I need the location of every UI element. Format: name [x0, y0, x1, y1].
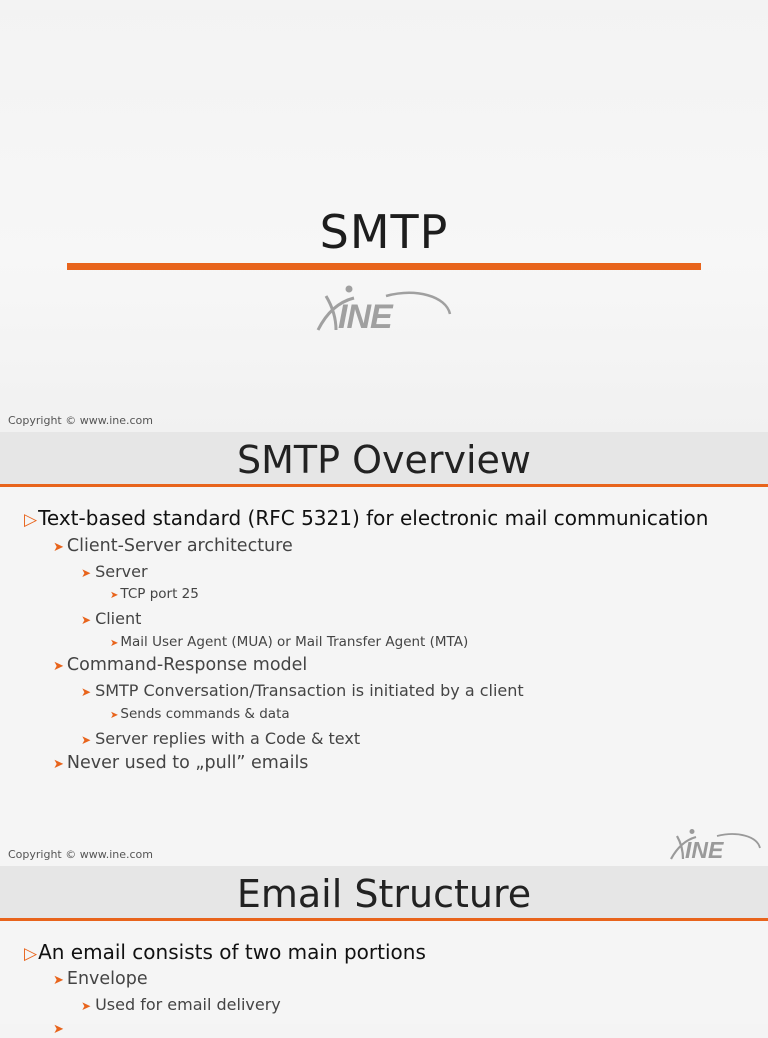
slide-header: SMTP Overview — [0, 432, 768, 484]
title-slide — [0, 0, 768, 432]
triangle-bullet-icon: ➤ — [110, 638, 119, 649]
bullet-level3: ➤ Server replies with a Code & text — [81, 729, 361, 748]
email-structure-slide — [0, 866, 768, 1037]
bullet-level2-partial — [53, 1018, 67, 1038]
triangle-bullet-icon: ➤ — [53, 757, 64, 772]
hollow-triangle-bullet-icon: ▷ — [24, 944, 38, 964]
bullet-level4: ➤ Sends commands & data — [110, 706, 290, 722]
triangle-bullet-icon: ➤ — [53, 540, 64, 555]
overview-slide — [0, 432, 768, 866]
triangle-bullet-icon: ➤ — [110, 710, 119, 721]
triangle-bullet-icon: ➤ — [53, 659, 64, 674]
ine-logo — [670, 828, 762, 862]
bullet-level3: ➤ Used for email delivery — [81, 995, 281, 1014]
triangle-bullet-icon: ➤ — [81, 566, 92, 580]
copyright-text: Copyright © www.ine.com — [8, 848, 154, 861]
bullet-level3: ➤ Server — [81, 562, 148, 581]
ine-logo — [316, 284, 452, 334]
triangle-bullet-icon: ➤ — [53, 973, 64, 988]
bullet-level3: ➤ SMTP Conversation/Transaction is initiated by a client — [81, 681, 524, 700]
svg-text:INE: INE — [338, 298, 392, 336]
header-rule — [0, 918, 768, 921]
bullet-level3: ➤ Client — [81, 609, 142, 628]
triangle-bullet-icon: ➤ — [53, 1022, 64, 1037]
bullet-level2: ➤ Envelope — [53, 969, 148, 989]
bullet-level1: ▷An email consists of two main portions — [24, 940, 426, 964]
triangle-bullet-icon: ➤ — [81, 685, 92, 699]
triangle-bullet-icon: ➤ — [81, 613, 92, 627]
copyright-text: Copyright © www.ine.com — [8, 414, 154, 427]
title-underline — [67, 263, 701, 270]
bullet-level2: ➤ Never used to „pull” emails — [53, 753, 309, 773]
hollow-triangle-bullet-icon: ▷ — [24, 510, 38, 530]
svg-text:INE: INE — [685, 837, 724, 863]
bullet-level1: ▷Text-based standard (RFC 5321) for electronic mail communication — [24, 506, 709, 530]
triangle-bullet-icon: ➤ — [81, 999, 92, 1013]
bullet-level2: ➤ Client-Server architecture — [53, 536, 293, 556]
header-rule — [0, 484, 768, 487]
triangle-bullet-icon: ➤ — [110, 590, 119, 601]
slide-header: Email Structure — [0, 866, 768, 918]
bullet-level4: ➤ Mail User Agent (MUA) or Mail Transfer Agent (MTA) — [110, 634, 469, 650]
bullet-level2: ➤ Command-Response model — [53, 655, 308, 675]
slide-title: SMTP — [319, 205, 449, 259]
triangle-bullet-icon: ➤ — [81, 733, 92, 747]
bullet-level4: ➤ TCP port 25 — [110, 586, 199, 602]
